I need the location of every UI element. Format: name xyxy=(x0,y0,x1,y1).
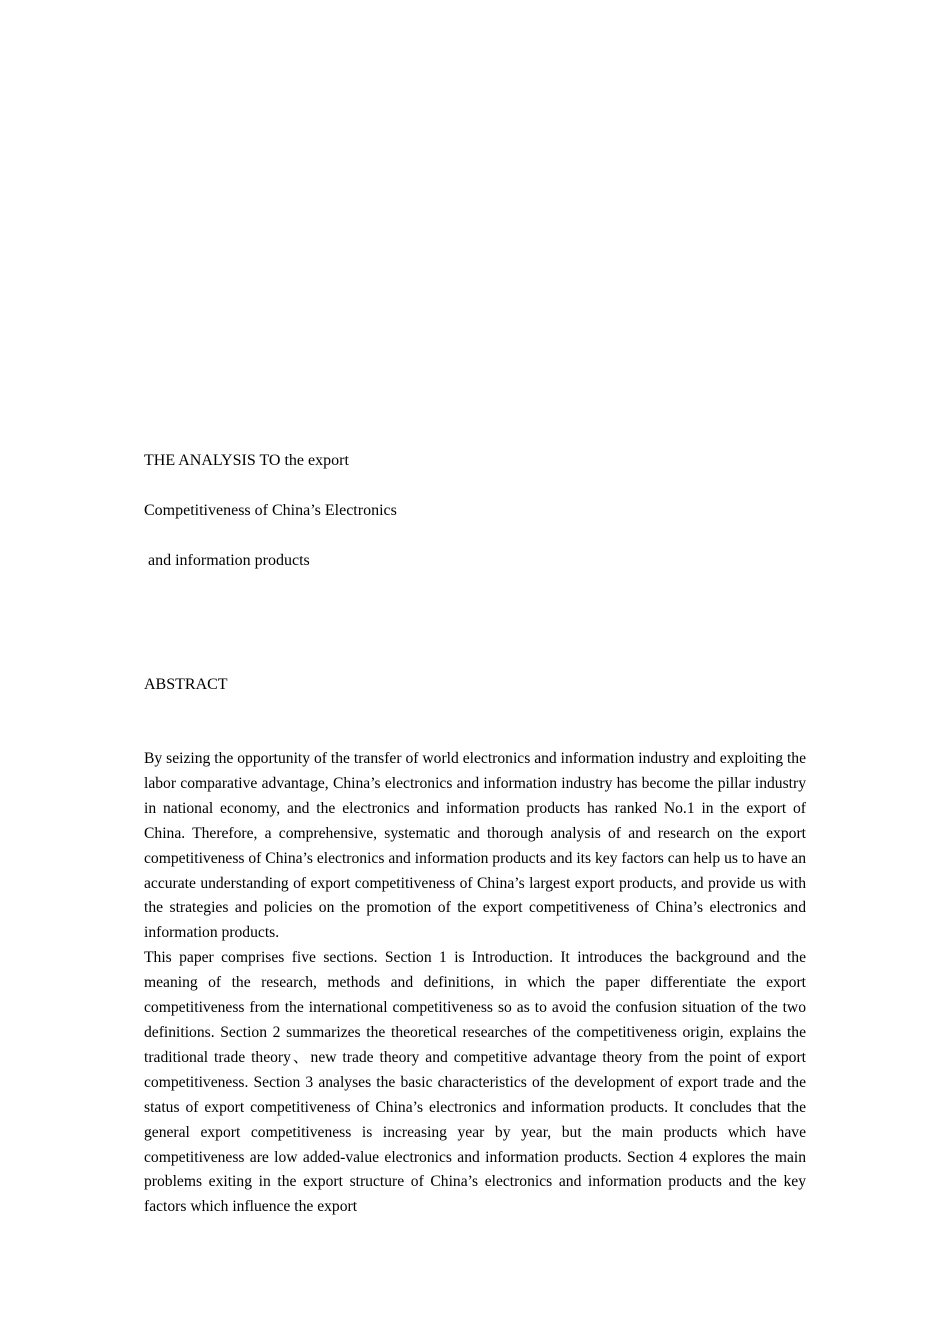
title-line-3: and information products xyxy=(144,552,310,569)
abstract-heading: ABSTRACT xyxy=(144,676,228,693)
title-line-2: Competitiveness of China’s Electronics xyxy=(144,502,397,519)
abstract-paragraph-2: This paper comprises five sections. Section 1 is Introduction. It introduces the background and the meaning of the research, methods and definitions, in which the paper differentiate the export competitiveness from the international competitiveness so as to avoid the confusion situation of the two definitions. Section 2 summarizes the theoretical researches of the competitiveness origin, explains the traditional trade theory、new trade theory and competitive advantage theory from the point of export competitiveness. Section 3 analyses the basic characteristics of the development of export trade and the status of export competitiveness of China’s electronics and information products. It concludes that the general export competitiveness is increasing year by year, but the main products which have competitiveness are low added-value electronics and information products. Section 4 explores the main problems exiting in the export structure of China’s electronics and information products and the key factors which influence the export xyxy=(144,949,806,1216)
abstract-body xyxy=(144,747,806,1220)
title-line-1: THE ANALYSIS TO the export xyxy=(144,452,349,469)
abstract-paragraph-1: By seizing the opportunity of the transfer of world electronics and information industry and exploiting the labor comparative advantage, China’s electronics and information industry has become the pillar industry in national economy, and the electronics and information products has ranked No.1 in the export of China. Therefore, a comprehensive, systematic and thorough analysis of and research on the export competitiveness of China’s electronics and information products and its key factors can help us to have an accurate understanding of export competitiveness of China’s largest export products, and provide us with the strategies and policies on the promotion of the export competitiveness of China’s electronics and information products. xyxy=(144,750,806,942)
